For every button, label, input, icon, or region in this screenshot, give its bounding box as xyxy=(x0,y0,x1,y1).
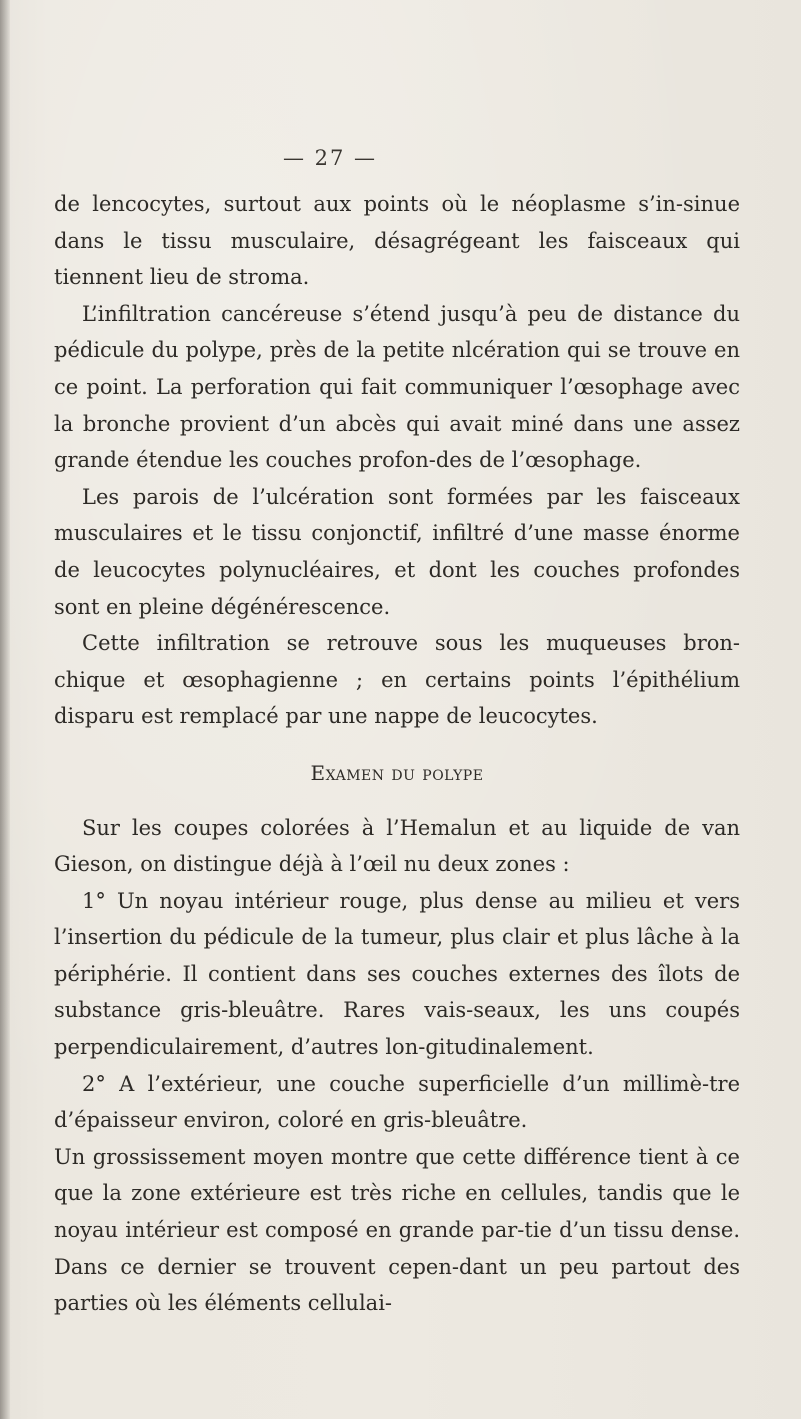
paragraph: 2° A l’extérieur, une couche superficielle d’un millimè-tre d’épaisseur environ, coloré en gris-bleuâtre. xyxy=(54,1071,740,1133)
paragraph: Sur les coupes colorées à l’Hemalun et au liquide de van Gieson, on distingue déjà à l’œil nu deux zones : xyxy=(54,815,740,877)
page-number: — 27 — xyxy=(282,146,378,170)
paragraph: L’infiltration cancéreuse s’étend jusqu’à peu de distance du pédicule du polype, près de la petite nlcération qui se trouve en ce point. La perforation qui fait communiquer l’œsophage avec la bronche provient d’un abcès qui avait miné dans une assez grande étendue les couches profon-des de l’œsophage. xyxy=(54,301,740,473)
binding-shadow xyxy=(0,0,10,1419)
page-body xyxy=(54,186,740,1322)
paragraph: de lencocytes, surtout aux points où le néoplasme s’in-sinue dans le tissu musculaire, désagrégeant les faisceaux qui tiennent lieu de stroma. xyxy=(54,192,740,290)
paragraph: Les parois de l’ulcération sont formées par les faisceaux musculaires et le tissu conjonctif, infiltré d’une masse énorme de leucocytes polynucléaires, et dont les couches profondes sont en pleine dégénérescence. xyxy=(54,484,740,619)
section-heading: Examen du polype xyxy=(310,760,484,785)
paragraph: Un grossissement moyen montre que cette différence tient à ce que la zone extérieure est très riche en cellules, tandis que le noyau intérieur est composé en grande par-tie d’un tissu dense. Dans ce dernier se trouvent cepen-dant un peu partout des parties où les éléments cellulai- xyxy=(54,1144,740,1316)
paragraph: Cette infiltration se retrouve sous les muqueuses bron-chique et œsophagienne ; en certains points l’épithélium disparu est remplacé par une nappe de leucocytes. xyxy=(54,631,740,729)
paragraph: 1° Un noyau intérieur rouge, plus dense au milieu et vers l’insertion du pédicule de la tumeur, plus clair et plus lâche à la périphérie. Il contient dans ses couches externes des îlots de substance gris-bleuâtre. Rares vais-seaux, les uns coupés perpendiculairement, d’autres lon-gitudinalement. xyxy=(54,888,740,1060)
